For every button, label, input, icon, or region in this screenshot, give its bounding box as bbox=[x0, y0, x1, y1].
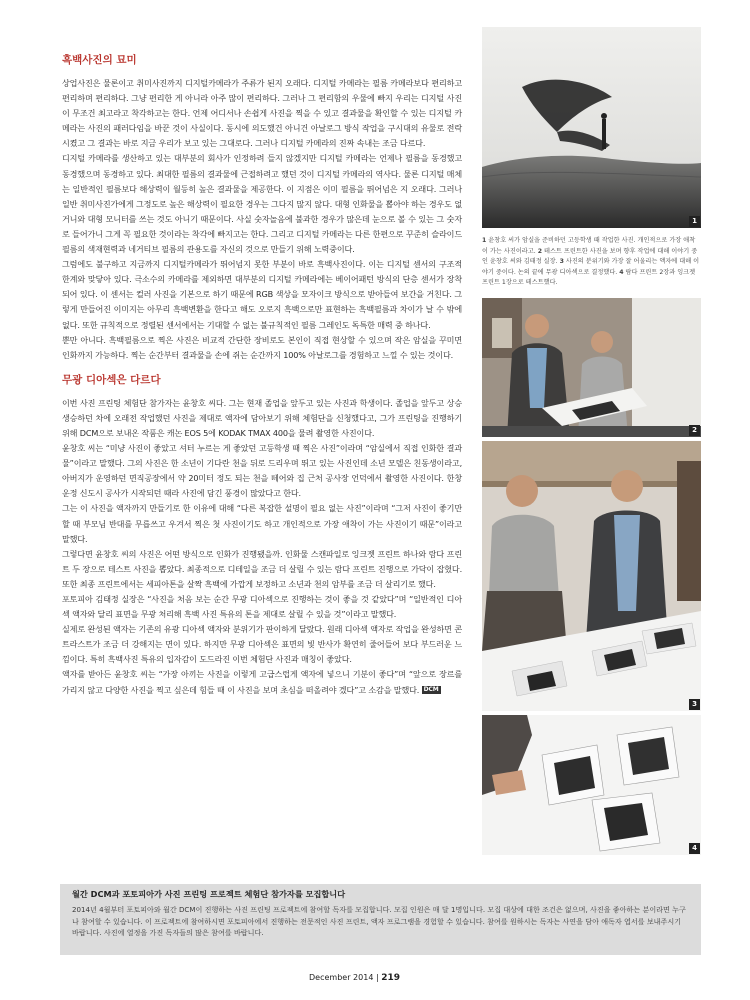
paragraph: 디지털 카메라를 생산하고 있는 대부분의 회사가 인정하려 들지 않겠지만 디지털 카메라는 언제나 필름을 동경했고 동경했으며 동경하고 있다. 최대한 필름의 결과물에 근접하려고 했던 것이 디지털 카메라의 역사다. 물론 디지털 매체는 일반적인 필름보다 해상력이 월등히 높은 결과물을 제공한다. 이 지점은 이미 필름을 뛰어넘은 지 오래다. 그러나 일반 취미사진가에게 그정도로 높은 해상력이 필요한 경우는 그다지 많지 않다. 대형 인화물을 뽑아야 하는 경우도 없거니와 대형 모니터를 쓰는 것도 아니기 때문이다. 사실 숫자놀음에 불과한 경우가 많은데 눈으로 볼 수 있는 그 숫자로 들어가니 그게 꼭 필요한 것이라는 착각에 빠지고는 한다. 그리고 디지털 카메라는 다른 한편으로 꾸준히 슬라이드 필름의 색재현력과 네거티브 필름의 관용도를 자신의 것으로 만들기 위해 노력중이다. bbox=[62, 153, 462, 255]
paragraph: 그는 이 사진을 액자까지 만들기로 한 이유에 대해 “다른 복잡한 설명이 필요 없는 사진”이라며 “그저 사진이 좋기만 할 때 부모님 반대를 무릅쓰고 우겨서 찍은 첫 사진이기도 하고 개인적으로 가장 애착이 가는 사진이기 때문”이라고 말했다. bbox=[62, 503, 462, 544]
color-photo-image bbox=[482, 441, 701, 711]
bw-photo-image bbox=[482, 27, 701, 228]
paragraph: 그렇다면 윤창호 씨의 사진은 어떤 방식으로 인화가 진행됐을까. 인화물 스캔파일로 잉크젯 프린트 하나와 람다 프린트 두 장으로 테스트 사진을 뽑았다. 최종적으로 디테일을 조금 더 살릴 수 있는 람다 프린트 진행으로 가닥이 잡혔다. 또한 최종 프린트에서는 세피아톤을 살짝 흑백에 가깝게 보정하고 소년과 천의 암부를 조금 더 살리기로 했다. bbox=[62, 548, 462, 589]
caption-text: 사진의 분위기와 가장 잘 어울리는 액자에 대해 이야기 중이다. 논의 끝에 무광 디아섹으로 결정했다. bbox=[482, 258, 700, 276]
paragraph: 이번 사진 프린팅 체험단 참가자는 윤창호 씨다. 그는 현재 졸업을 앞두고 있는 사진과 학생이다. 졸업을 앞두고 상승생승하던 차에 오래전 작업했던 사진을 제대로 액자에 담아보기 위해 체험단을 신청했다고, 그가 프린팅을 진행하기 위해 DCM으로 보내온 작품은 캐논 EOS 5에 KODAK TMAX 400을 물려 촬영한 사진이다. bbox=[62, 397, 462, 438]
end-mark: DCM bbox=[423, 686, 439, 694]
caption-text: 테스트 프린트한 사진을 보며 향후 작업에 대해 이야기 중인 윤창호 씨와 김태정 실장. bbox=[482, 247, 698, 266]
photo-reviewing-prints bbox=[482, 298, 701, 437]
caption-number: 4 bbox=[619, 268, 624, 276]
caption-number: 1 bbox=[482, 237, 487, 244]
color-photo-image bbox=[482, 298, 701, 437]
paragraph: 상업사진은 물론이고 취미사진까지 디지털카메라가 주류가 된지 오래다. 디지털 카메라는 필름 카메라보다 편리하고 편리하며 편리하다. 그냥 편리한 게 아니라 아주 많이 편리하다. 그러나 그 편리함의 우물에 빠지 우리는 디지털 사진이 무조건 최고라고 착각하고는 한다. 언제 어디서나 손쉽게 사진을 찍을 수 있고 결과물을 확인할 수 있는 디지털 카메라는 사진의 패러다임을 바꾼 것이 사실이다. 동시에 의도했건 아니건 아날로그 방식 작업을 구시대의 유물로 전락시켰고 그 결과는 바로 지금 우리가 보고 있는 그대로다. 그러나 디지털 카메라의 진짜 속내는 조금 다르다. bbox=[62, 78, 462, 149]
photo-discussing-frames bbox=[482, 441, 701, 711]
paragraph-last bbox=[62, 667, 462, 697]
article-body bbox=[62, 52, 462, 698]
photo-number: 2 bbox=[689, 425, 700, 436]
issue-date: December 2014 bbox=[309, 973, 374, 982]
paragraph: 포토피아 김태정 실장은 “사진을 처음 보는 순간 무광 디아섹으로 진행하는 것이 좋을 것 같았다”며 “일반적인 디아섹 액자와 달리 표면을 무광 처리해 흑백 사진 특유의 톤을 제대로 살릴 수 있을 것”이라고 말했다. bbox=[62, 594, 462, 620]
caption-text: 윤창호 씨가 암실을 준비하던 고등학생 때 작업한 사진. 개인적으로 가장 애착이 가는 사진이라고. bbox=[482, 237, 696, 255]
page-number: 219 bbox=[381, 973, 400, 983]
recruitment-notice-box bbox=[60, 884, 701, 955]
caption-text: 람다 프린트 2장과 잉크젯 프린트 1장으로 테스트했다. bbox=[482, 268, 696, 287]
notice-title: 월간 DCM과 포토피아가 사진 프린팅 프로젝트 체험단 참가자를 모집합니다 bbox=[72, 889, 346, 899]
page-footer bbox=[309, 973, 400, 983]
paragraph-text: 액자를 받아든 윤창호 씨는 “가장 아끼는 사진을 이렇게 고급스럽게 액자에 넣으니 기분이 좋다”며 “앞으로 장르를 가리지 않고 다양한 사진을 찍고 싶은데 힘들 때 이 사진을 보며 초심을 떠올려야 겠다”고 소감을 말했다. bbox=[62, 669, 462, 695]
color-photo-image bbox=[482, 715, 701, 855]
photo-test-prints bbox=[482, 715, 701, 855]
paragraph: 그럼에도 불구하고 지금까지 디지털카메라가 뛰어넘지 못한 부분이 바로 흑백사진이다. 이는 디지털 센서의 구조적 한계와 맞닿아 있다. 극소수의 카메라를 제외하면 대부분의 디지털 카메라에는 베이어패턴 방식의 단층 센서가 장착되어 있다. 이 센서는 컬러 사진을 기본으로 하기 때문에 RGB 색상을 모자이크 방식으로 받아들여 보간을 거친다. 그렇게 만들어진 이미지는 아무리 흑백변환을 한다고 해도 오로지 흑백으로만 표현하는 흑백필름과 차이가 날 수 밖에 없다. 또한 규칙적으로 정렬된 센서에서는 기대할 수 없는 불규칙적인 필름 그레인도 독특한 매력 중 하나다. bbox=[62, 259, 462, 330]
photo-boy-with-cloth bbox=[482, 27, 701, 228]
section-title-matte-diasec: 무광 디아섹은 다르다 bbox=[62, 373, 161, 386]
paragraph: 윤창호 씨는 “미냥 사진이 좋았고 셔터 누르는 게 좋았던 고등학생 때 찍은 사진”이라며 “암실에서 직접 인화한 결과물”이라고 말했다. 그의 사진은 한 소년이 기다란 천을 뒤로 드리우며 뛰고 있는 사진인데 소년 모델은 친동생이라고, 아버지가 운영하던 면직공장에서 약 20미터 정도 되는 천을 떼어와 집 근처 공사장 언덕에서 촬영한 사진이다. 한창 운정 신도시 공사가 시작되던 때라 사진에 담긴 풍경이 많았다고 한다. bbox=[62, 443, 462, 499]
caption-number: 2 bbox=[537, 247, 542, 255]
section-title-bw-photo: 흑백사진의 묘미 bbox=[62, 54, 137, 66]
footer-separator: | bbox=[375, 973, 379, 982]
paragraph: 뿐만 아니다. 흑백필름으로 찍은 사진은 비교적 간단한 장비로도 본인이 직접 현상할 수 있으며 작은 암실을 꾸미면 인화까지 가능하다. 찍는 순간부터 결과물을 손에 쥐는 순간까지 100% 아날로그를 경험하고 느낄 수 있는 것이다. bbox=[62, 334, 462, 360]
photo-number: 4 bbox=[689, 843, 700, 854]
caption-number: 3 bbox=[559, 258, 564, 266]
photo-number: 1 bbox=[689, 216, 700, 227]
photo-number: 3 bbox=[689, 699, 700, 710]
paragraph: 실제로 완성된 액자는 기존의 유광 디아섹 액자와 분위기가 판이하게 달랐다. 원래 디아섹 액자로 작업을 완성하면 콘트라스트가 조금 더 강해지는 면이 있다. 하지만 무광 디아섹은 표면의 빛 반사가 확연히 줄어들어 보다 부드러운 느낌이다. 특히 흑백사진 특유의 입자감이 도드라진 이번 체험단 사진과 매칭이 좋았다. bbox=[62, 624, 462, 665]
photo-caption bbox=[482, 236, 701, 289]
notice-body: 2014년 4월부터 포토피아와 월간 DCM이 진행하는 사진 프린팅 프로젝트에 참여할 독자를 모집합니다. 모집 인원은 매 달 1명입니다. 모집 대상에 대한 조건은 없으며, 사진을 좋아하는 분이라면 누구나 참여할 수 있습니다. 이 프로젝트에 참여하시면 포토피아에서 진행하는 전문적인 사진 프린트, 액자 프로그램을 경험할 수 있습니다. 참여를 원하시는 독자는 사연을 담아 애독자 엽서를 보내주시기 바랍니다. 사진에 열정을 가진 독자들의 많은 참여를 바랍니다. bbox=[72, 905, 686, 938]
